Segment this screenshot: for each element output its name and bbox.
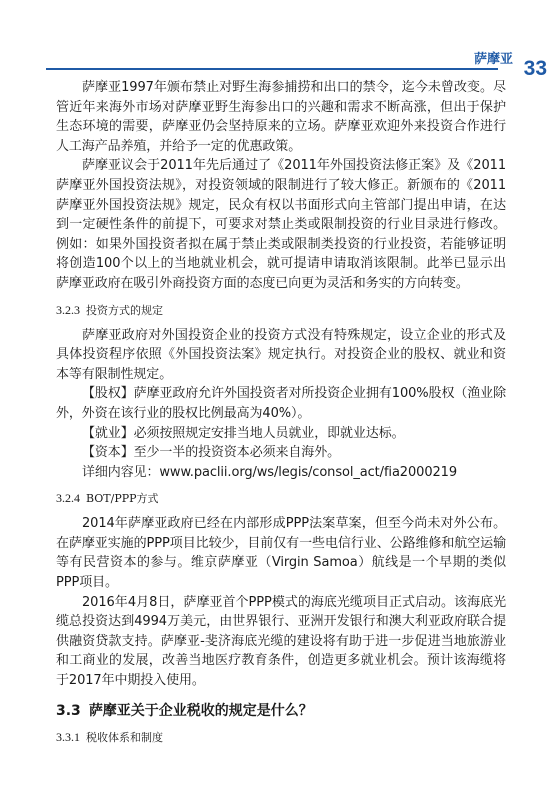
- capital-rule: 【资本】至少一半的投资资本必须来自海外。: [82, 445, 341, 461]
- page-number: 33: [523, 57, 547, 80]
- header-rule: [46, 68, 498, 70]
- section-heading-3-2-3: [56, 303, 506, 318]
- body-paragraph: 2014年萨摩亚政府已经在内部形成PPP法案草案，但至今尚未对外公布。在萨摩亚实施的PPP项目比较少，目前仅有一些电信行业、公路维修和航空运输等有民营资本的参与。维京萨摩亚（Virgin Samoa）航线是一个早期的类似PPP项目。: [56, 516, 506, 591]
- body-paragraph: 2016年4月8日，萨摩亚首个PPP模式的海底光缆项目正式启动。该海底光缆总投资达到4994万美元，由世界银行、亚洲开发银行和澳大利亚政府联合提供融资贷款支持。萨摩亚-斐济海底光缆的建设将有助于进一步促进当地旅游业和工商业的发展，改善当地医疗教育条件，创造更多就业机会。预计该海缆将于2017年中期投入使用。: [56, 594, 506, 689]
- reference-link: 详细内容见：www.paclii.org/ws/legis/consol_act/fia2000219: [82, 464, 458, 480]
- body-paragraph: 萨摩亚议会于2011年先后通过了《2011年外国投资法修正案》及《2011萨摩亚外国投资法规》，对投资领域的限制进行了较大修正。新颁布的《2011萨摩亚外国投资法规》规定，民众有权以书面形式向主管部门提出申请，在达到一定硬性条件的前提下，可要求对禁止类或限制投资的行业目录进行修改。例如：如果外国投资者拟在属于禁止类或限制类投资的行业投资，若能够证明将创造100个以上的当地就业机会，就可提请申请取消该限制。此举已显示出萨摩亚政府在吸引外商投资方面的态度已向更为灵活和务实的方向转变。: [56, 158, 506, 291]
- body-paragraph: 萨摩亚政府对外国投资企业的投资方式没有特殊规定，设立企业的形式及具体投资程序依照《外国投资法案》规定执行。对投资企业的股权、就业和资本等有限制性规定。: [56, 327, 506, 382]
- section-title: 税收体系和制度: [86, 730, 163, 744]
- header-country: 萨摩亚: [473, 52, 513, 67]
- section-title: 投资方式的规定: [86, 303, 163, 317]
- section-number: 3.2.3: [56, 302, 80, 317]
- section-number: 3.3.1: [56, 729, 80, 744]
- section-heading-3-3-1: [56, 730, 506, 745]
- section-title: 萨摩亚关于企业税收的规定是什么？: [88, 702, 313, 719]
- section-heading-3-2-4: [56, 491, 506, 506]
- section-heading-3-3: [56, 702, 506, 720]
- body-paragraph: 萨摩亚1997年颁布禁止对野生海参捕捞和出口的禁令，迄今未曾改变。尽管近年来海外市场对萨摩亚野生海参出口的兴趣和需求不断高涨，但出于保护生态环境的需要，萨摩亚仍会坚持原来的立场。萨摩亚欢迎外来投资合作进行人工海产品养殖，并给予一定的优惠政策。: [56, 80, 506, 154]
- page-body: [56, 78, 506, 753]
- section-number: 3.3: [56, 702, 81, 719]
- equity-rule: 【股权】萨摩亚政府允许外国投资者对所投资企业拥有100%股权（渔业除外，外资在该行业的股权比例最高为40%）。: [56, 386, 506, 421]
- employment-rule: 【就业】必须按照规定安排当地人员就业，即就业达标。: [82, 425, 405, 441]
- section-title: BOT/PPP方式: [86, 492, 159, 506]
- section-number: 3.2.4: [56, 491, 80, 506]
